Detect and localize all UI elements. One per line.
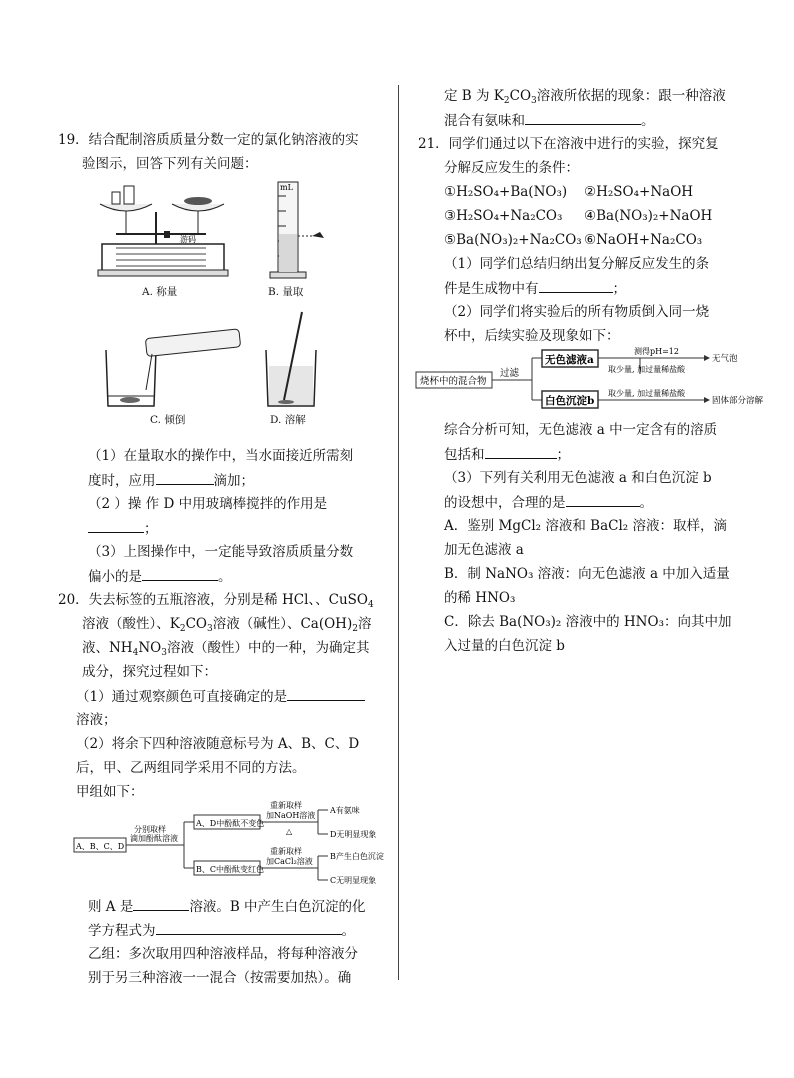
q19-p2-line2 xyxy=(88,518,158,539)
q20-line7: （2）将余下四种溶液随意标号为 A、B、C、D xyxy=(76,736,360,752)
t: 溶液所依据的现象：跟一种溶液 xyxy=(536,88,726,104)
q21-line1: 21．同学们通过以下在溶液中进行的实验，探究复 xyxy=(418,136,719,152)
res-a: A有氨味 xyxy=(330,806,360,815)
q20-cont-line2 xyxy=(444,110,655,131)
s: 4 xyxy=(132,648,139,658)
q20-line11 xyxy=(88,920,355,941)
flow-step1a: 分别取样 xyxy=(134,825,166,834)
q21-p3-line1: 综合分析可知，无色滤液 a 中一定含有的溶质 xyxy=(444,422,718,438)
q19-p3-line1: （3）上图操作中，一定能导致溶质质量分数 xyxy=(88,544,354,560)
q19-stem-line2: 验图示，回答下列有关问题： xyxy=(82,156,258,172)
q19-p3-pre: 偏小的是 xyxy=(88,569,142,585)
q19-p1-post: 滴加； xyxy=(213,473,254,489)
ad-op1: 重新取样 xyxy=(270,801,302,810)
q20-line3 xyxy=(82,638,369,658)
q20-line4: 成分，探究过程如下： xyxy=(82,664,217,680)
bc-op1: 重新取样 xyxy=(270,847,302,856)
pouring-figure xyxy=(100,310,250,410)
q20-line10 xyxy=(88,896,366,917)
answer-blank[interactable] xyxy=(566,492,640,507)
q21-box-b: 白色沉淀b xyxy=(545,395,595,407)
q20-line5 xyxy=(76,686,365,707)
s: 2 xyxy=(352,624,358,634)
t: （1）通过观察颜色可直接确定的是 xyxy=(76,689,288,705)
t: 的设想中，合理的是 xyxy=(444,495,566,511)
t: 包括和 xyxy=(444,447,485,463)
t: 混合有氨味和 xyxy=(444,113,525,129)
res-d: D无明显现象 xyxy=(330,830,377,839)
q21-b-res: 固体部分溶解 xyxy=(712,396,764,406)
answer-blank[interactable] xyxy=(287,686,365,701)
q21-reaction-6: ⑥NaOH+Na₂CO₃ xyxy=(584,232,703,248)
s: 3 xyxy=(161,648,167,658)
q21-b-op: 取少量, 加过量稀盐酸 xyxy=(608,389,686,398)
q21-option-a-line2: 加无色滤液 a xyxy=(444,542,524,558)
t: NO xyxy=(138,640,162,656)
q19-p1-pre: 度时，应用 xyxy=(88,473,156,489)
q19-stem-line1: 19．结合配制溶质质量分数一定的氯化钠溶液的实 xyxy=(58,132,359,148)
q21-flow-filter: 过滤 xyxy=(500,368,520,379)
ad-op2: 加NaOH溶液 xyxy=(266,811,316,820)
q20-cont-line1 xyxy=(444,86,726,106)
q20-line12: 乙组：多次取用四种溶液样品，将每种溶液分 xyxy=(88,946,358,962)
ml-label: mL xyxy=(280,183,293,192)
fig-c-caption: C. 倾倒 xyxy=(150,414,186,426)
q21-p1-line2 xyxy=(444,278,626,299)
t: 则 A 是 xyxy=(88,899,134,915)
q21-a-op1: 测得pH=12 xyxy=(634,347,679,356)
q21-a-res: 无气泡 xyxy=(712,354,738,364)
t: 件是生成物中有 xyxy=(444,281,539,297)
box-ad: A、D中酚酞不变色 xyxy=(196,819,265,828)
fig-b-caption: B. 量取 xyxy=(268,286,304,298)
fig-d-caption: D. 溶解 xyxy=(270,414,306,426)
q21-p1-line1: （1）同学们总结归纳出复分解反应发生的条 xyxy=(444,256,710,272)
q20-l1-sub: 4 xyxy=(367,600,374,610)
q21-p4-line2 xyxy=(444,492,653,513)
q19-p2-post: ； xyxy=(144,521,158,537)
q19-p2-line1: （2 ）操 作 D 中用玻璃棒搅拌的作用是 xyxy=(88,496,328,512)
t: 溶液（酸性）中的一种，为确定其 xyxy=(166,640,370,656)
q21-reaction-5: ⑤Ba(NO₃)₂+Na₂CO₃ xyxy=(444,232,582,248)
q21-option-b-line1: B．制 NaNO₃ 溶液：向无色滤液 a 中加入适量 xyxy=(444,566,730,582)
eye-icon xyxy=(312,232,324,238)
s: 2 xyxy=(503,96,510,106)
q19-p1-line2 xyxy=(88,470,254,491)
q21-box-a: 无色滤液a xyxy=(545,354,594,366)
q21-option-b-line2: 的稀 HNO₃ xyxy=(444,590,516,606)
answer-blank[interactable] xyxy=(142,566,218,581)
t: ； xyxy=(612,281,626,297)
q21-flow-start: 烧杯中的混合物 xyxy=(420,376,487,387)
box-bc: B、C中酚酞变红色 xyxy=(196,865,264,874)
q21-option-c-line1: C．除去 Ba(NO₃)₂ 溶液中的 HNO₃：向其中加 xyxy=(444,614,732,630)
res-b: B产生白色沉淀 xyxy=(330,852,384,861)
s: 2 xyxy=(179,624,186,634)
q20-line8: 后，甲、乙两组同学采用不同的方法。 xyxy=(76,760,306,776)
q20-line9: 甲组如下： xyxy=(76,784,144,800)
column-divider xyxy=(398,85,399,980)
q21-option-a-line1: A．鉴别 MgCl₂ 溶液和 BaCl₂ 溶液：取样，滴 xyxy=(444,518,727,534)
answer-blank[interactable] xyxy=(485,444,557,459)
flow-start: A、B、C、D xyxy=(76,842,125,851)
answer-blank[interactable] xyxy=(88,518,144,533)
res-c: C无明显现象 xyxy=(330,876,377,885)
q20-line2 xyxy=(82,614,371,634)
q21-line2: 分解反应发生的条件： xyxy=(444,160,579,176)
q20-l1-text: 20．失去标签的五瓶溶液，分别是稀 HCl、、CuSO xyxy=(58,592,368,608)
q20-line1 xyxy=(58,590,374,610)
t: ； xyxy=(556,447,570,463)
q21-p4-line1: （3）下列有关利用无色滤液 a 和白色沉淀 b xyxy=(444,470,712,486)
q21-a-op2: 取少量, 加过量稀盐酸 xyxy=(608,365,686,374)
q21-p3-line2 xyxy=(444,444,570,465)
q21-option-c-line2: 入过量的白色沉淀 b xyxy=(444,638,565,654)
t: 液、NH xyxy=(82,640,133,656)
q21-flowchart xyxy=(414,344,774,410)
t: 溶液。B 中产生白色沉淀的化 xyxy=(189,899,366,915)
t: 。 xyxy=(641,113,655,129)
q21-reaction-3: ③H₂SO₄+Na₂CO₃ xyxy=(444,208,563,224)
ad-delta: △ xyxy=(286,827,293,836)
answer-blank[interactable] xyxy=(156,920,342,935)
cylinder-figure xyxy=(262,176,342,286)
bc-op2: 加CaCl₂溶液 xyxy=(266,857,313,866)
q19-p1-line1: （1）在量取水的操作中，当水面接近所需刻 xyxy=(88,448,354,464)
dissolving-figure xyxy=(260,310,320,410)
t: 溶液（酸性）、K xyxy=(82,616,180,632)
answer-blank[interactable] xyxy=(156,470,214,485)
t: 定 B 为 K xyxy=(444,88,504,104)
t: 学方程式为 xyxy=(88,923,156,939)
answer-blank[interactable] xyxy=(133,896,189,911)
q21-p2-line1: （2）同学们将实验后的所有物质倒入同一烧 xyxy=(444,304,710,320)
q21-reaction-1: ①H₂SO₄+Ba(NO₃) xyxy=(444,184,568,200)
q21-p2-line2: 杯中，后续实验及现象如下： xyxy=(444,328,620,344)
q20-line13: 别于另三种溶液一一混合（按需要加热）。确 xyxy=(88,970,352,986)
flow-step1b: 滴加酚酞溶液 xyxy=(130,834,178,843)
q20-line6: 溶液； xyxy=(76,712,117,728)
q21-reaction-4: ④Ba(NO₃)₂+NaOH xyxy=(584,208,713,224)
q19-p3-post: 。 xyxy=(218,569,232,585)
t: CO xyxy=(185,616,207,632)
t: 溶液（碱性）、Ca(OH) xyxy=(212,616,353,632)
youma-label: 游码 xyxy=(180,235,196,244)
s: 3 xyxy=(531,96,537,106)
t: 。 xyxy=(639,495,653,511)
q19-p3-line2 xyxy=(88,566,232,587)
t: CO xyxy=(509,88,532,104)
fig-a-caption: A. 称量 xyxy=(142,286,178,298)
t: 溶 xyxy=(357,616,372,632)
s: 3 xyxy=(206,624,213,634)
answer-blank[interactable] xyxy=(525,110,641,125)
answer-blank[interactable] xyxy=(539,278,613,293)
q21-reaction-2: ②H₂SO₄+NaOH xyxy=(584,184,694,200)
t: 。 xyxy=(341,923,355,939)
group-a-flowchart xyxy=(72,800,392,892)
